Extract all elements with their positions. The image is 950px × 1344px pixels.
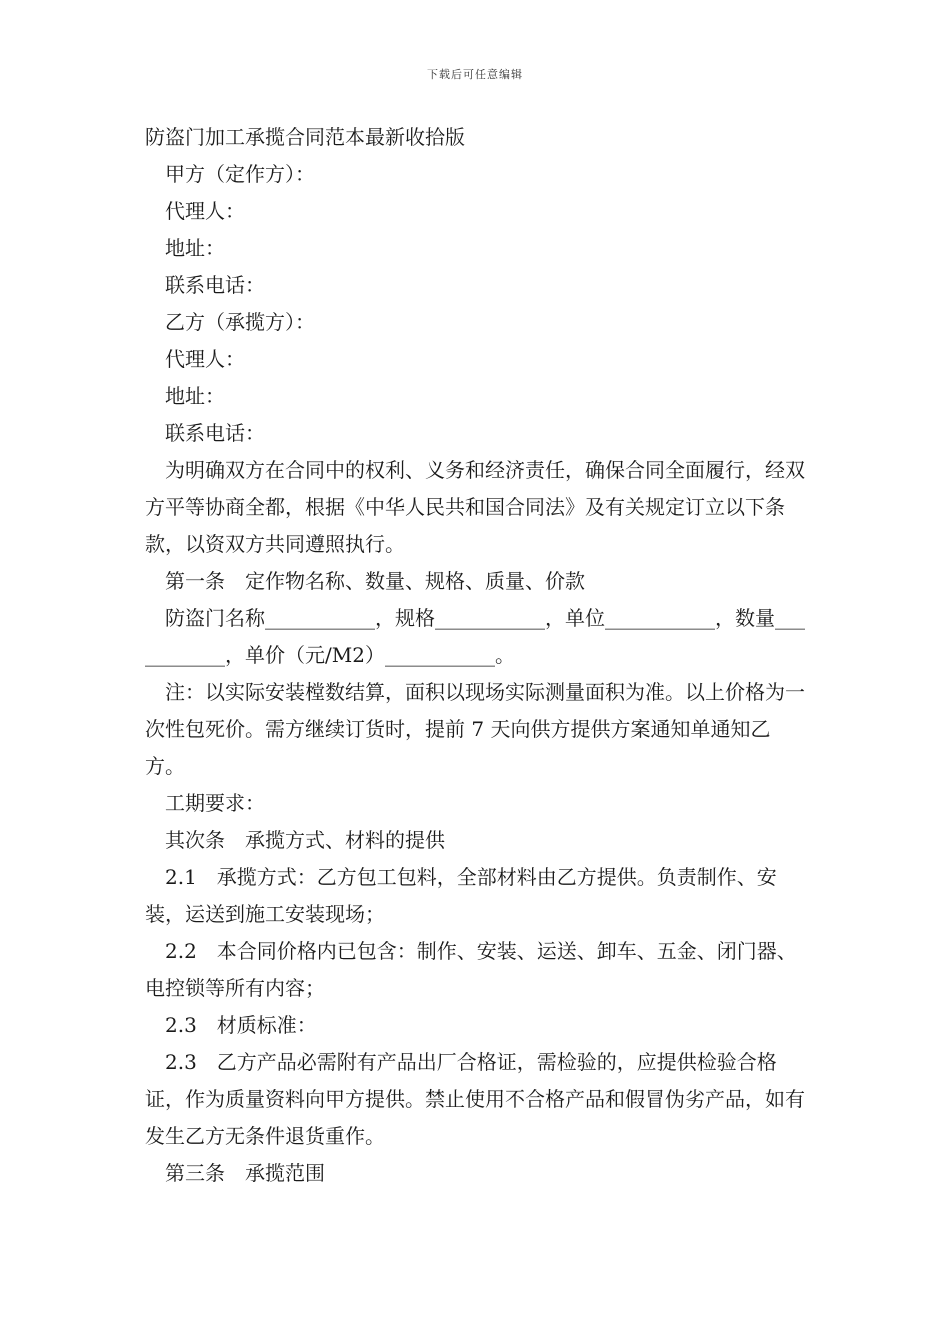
clause-2-3-heading: 2.3 材质标准： bbox=[165, 1013, 317, 1037]
article-1-heading: 第一条 定作物名称、数量、规格、质量、价款 bbox=[165, 569, 585, 593]
schedule-requirement: 工期要求： bbox=[165, 791, 265, 815]
party-a-address: 地址： bbox=[165, 236, 225, 260]
clause-2-2: 2.2 本合同价格内已包含：制作、安装、运送、卸车、五金、闭门器、电控锁等所有内容； bbox=[145, 939, 797, 1000]
clause-2-3-body: 2.3 乙方产品必需附有产品出厂合格证，需检验的，应提供检验合格证，作为质量资料向甲方提供。禁止使用不合格产品和假冒伪劣产品，如有发生乙方无条件退货重作。 bbox=[145, 1050, 805, 1148]
party-b-label: 乙方（承揽方）： bbox=[165, 310, 315, 334]
party-a-label: 甲方（定作方）： bbox=[165, 162, 315, 186]
party-b-phone: 联系电话： bbox=[165, 421, 265, 445]
article-2-heading: 其次条 承揽方式、材料的提供 bbox=[165, 828, 445, 852]
article-1-spec-line: 防盗门名称___________，规格___________，单位___________，数量___________，单价（元/M2）___________。 bbox=[145, 606, 805, 667]
party-a-phone: 联系电话： bbox=[165, 273, 265, 297]
header-note: 下载后可任意编辑 bbox=[427, 68, 523, 81]
party-b-address: 地址： bbox=[165, 384, 225, 408]
preamble-paragraph: 为明确双方在合同中的权利、义务和经济责任，确保合同全面履行，经双方平等协商全都，根据《中华人民共和国合同法》及有关规定订立以下条款，以资双方共同遵照执行。 bbox=[145, 458, 805, 556]
party-a-agent: 代理人： bbox=[165, 199, 245, 223]
document-body bbox=[145, 119, 810, 1192]
clause-2-1: 2.1 承揽方式：乙方包工包料，全部材料由乙方提供。负责制作、安装，运送到施工安装现场； bbox=[145, 865, 777, 926]
article-3-heading: 第三条 承揽范围 bbox=[165, 1161, 325, 1185]
document-title: 防盗门加工承揽合同范本最新收拾版 bbox=[145, 125, 465, 149]
article-1-note: 注：以实际安装樘数结算，面积以现场实际测量面积为准。以上价格为一次性包死价。需方继续订货时，提前 7 天向供方提供方案通知单通知乙方。 bbox=[145, 680, 805, 778]
party-b-agent: 代理人： bbox=[165, 347, 245, 371]
